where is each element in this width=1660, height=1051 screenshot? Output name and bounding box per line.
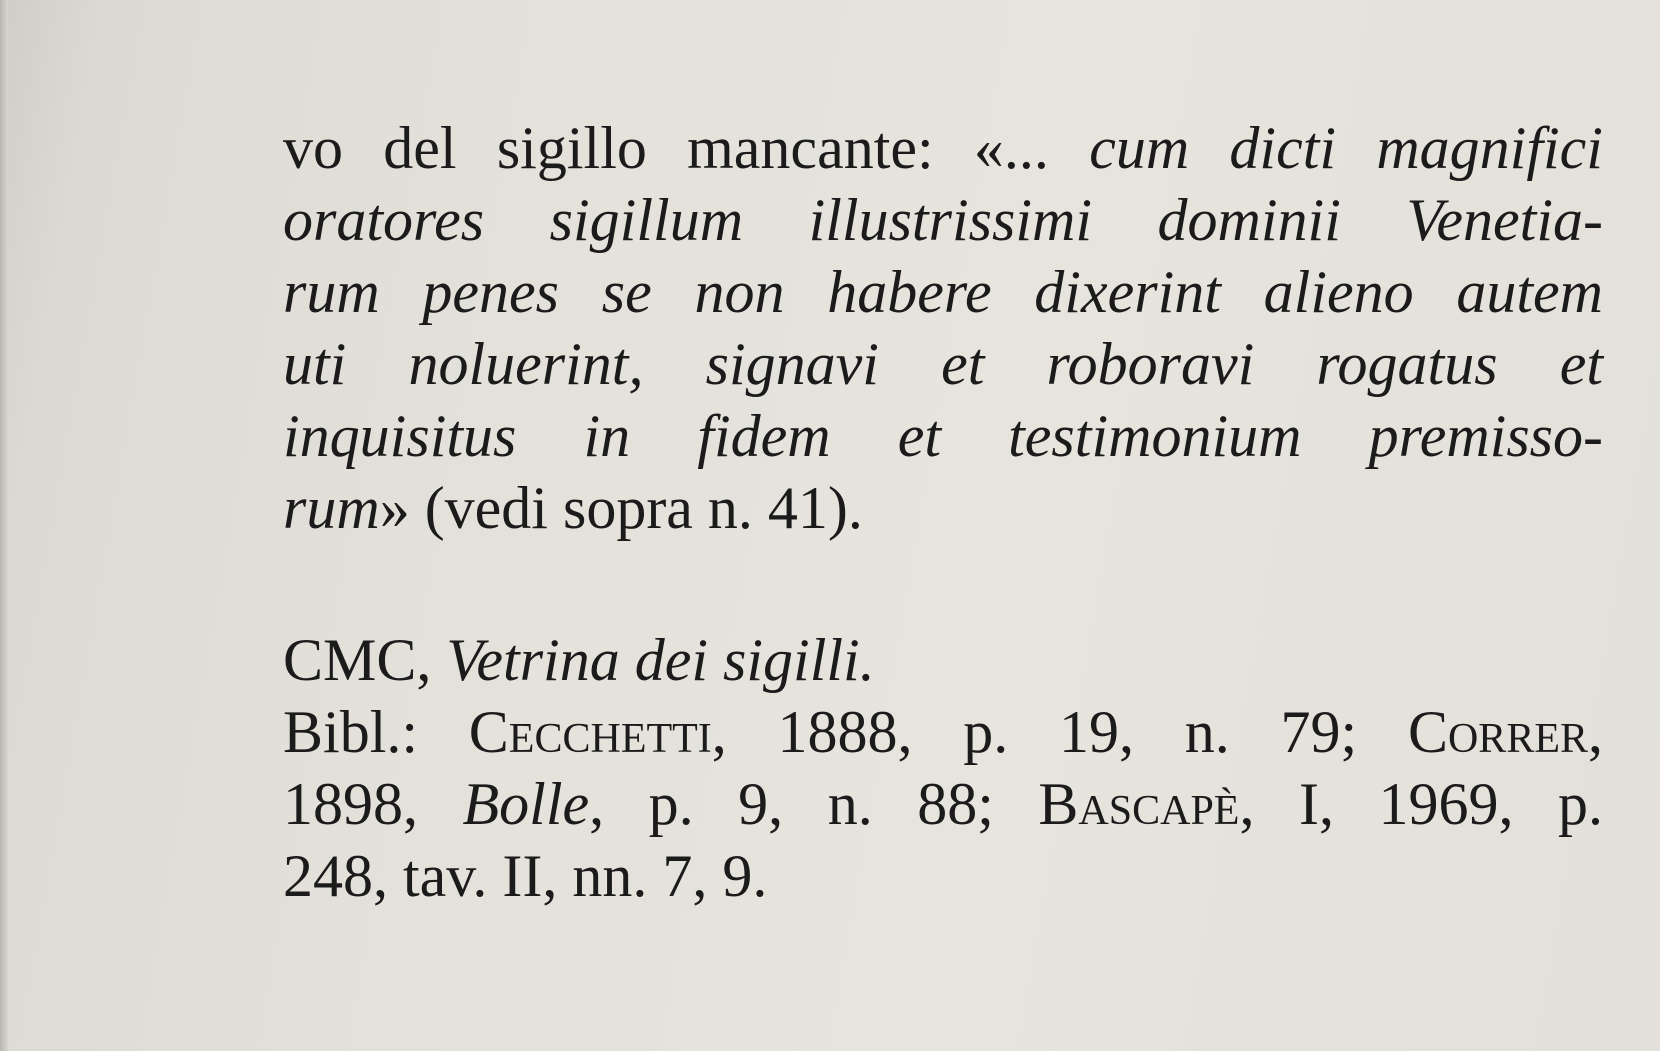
text-line-2: oratores sigillum illustrissimi dominii Venetia- [283, 187, 1603, 253]
bibl-3-start: 1898, [283, 771, 463, 837]
bibl-3-italic: Bolle [462, 771, 590, 837]
bibl-3-end: , I, 1969, p. [1239, 771, 1603, 837]
page-edge [0, 0, 8, 1051]
bibl-1: , 1888, p. 19, n. 79; [711, 699, 1408, 765]
bibl-line-2 [283, 768, 1603, 840]
catalog-entry-text [283, 112, 1603, 912]
line1-italic: cum dicti magnifici [1089, 115, 1603, 181]
text-line-3: rum penes se non habere dixerint alieno autem [283, 259, 1603, 325]
location-line [283, 624, 1603, 696]
author-bascape: Bascapè [1038, 771, 1240, 837]
location-italic: Vetrina dei sigilli. [446, 627, 875, 693]
bibl-3-mid: , p. 9, n. 88; [589, 771, 1039, 837]
bibl-label: Bibl.: [283, 699, 469, 765]
text-line-1 [283, 112, 1603, 184]
line6-italic: rum [283, 475, 380, 541]
line6-roman: » (vedi sopra n. 41). [379, 475, 863, 541]
author-correr: Correr [1407, 699, 1588, 765]
quotation-paragraph [283, 112, 1603, 544]
bibl-line-3: 248, tav. II, nn. 7, 9. [283, 843, 768, 909]
line1-roman: vo del sigillo mancante: «... [283, 115, 1090, 181]
bibl-line-1 [283, 696, 1603, 768]
bibl-2-end: , [1588, 699, 1603, 765]
reference-block [283, 624, 1603, 912]
text-line-6 [283, 472, 1603, 544]
text-line-5: inquisitus in fidem et testimonium premisso- [283, 403, 1603, 469]
text-line-4: uti noluerint, signavi et roboravi rogatus et [283, 331, 1603, 397]
paragraph-gap [283, 544, 1603, 624]
author-cecchetti: Cecchetti [468, 699, 712, 765]
location-roman: CMC, [283, 627, 447, 693]
